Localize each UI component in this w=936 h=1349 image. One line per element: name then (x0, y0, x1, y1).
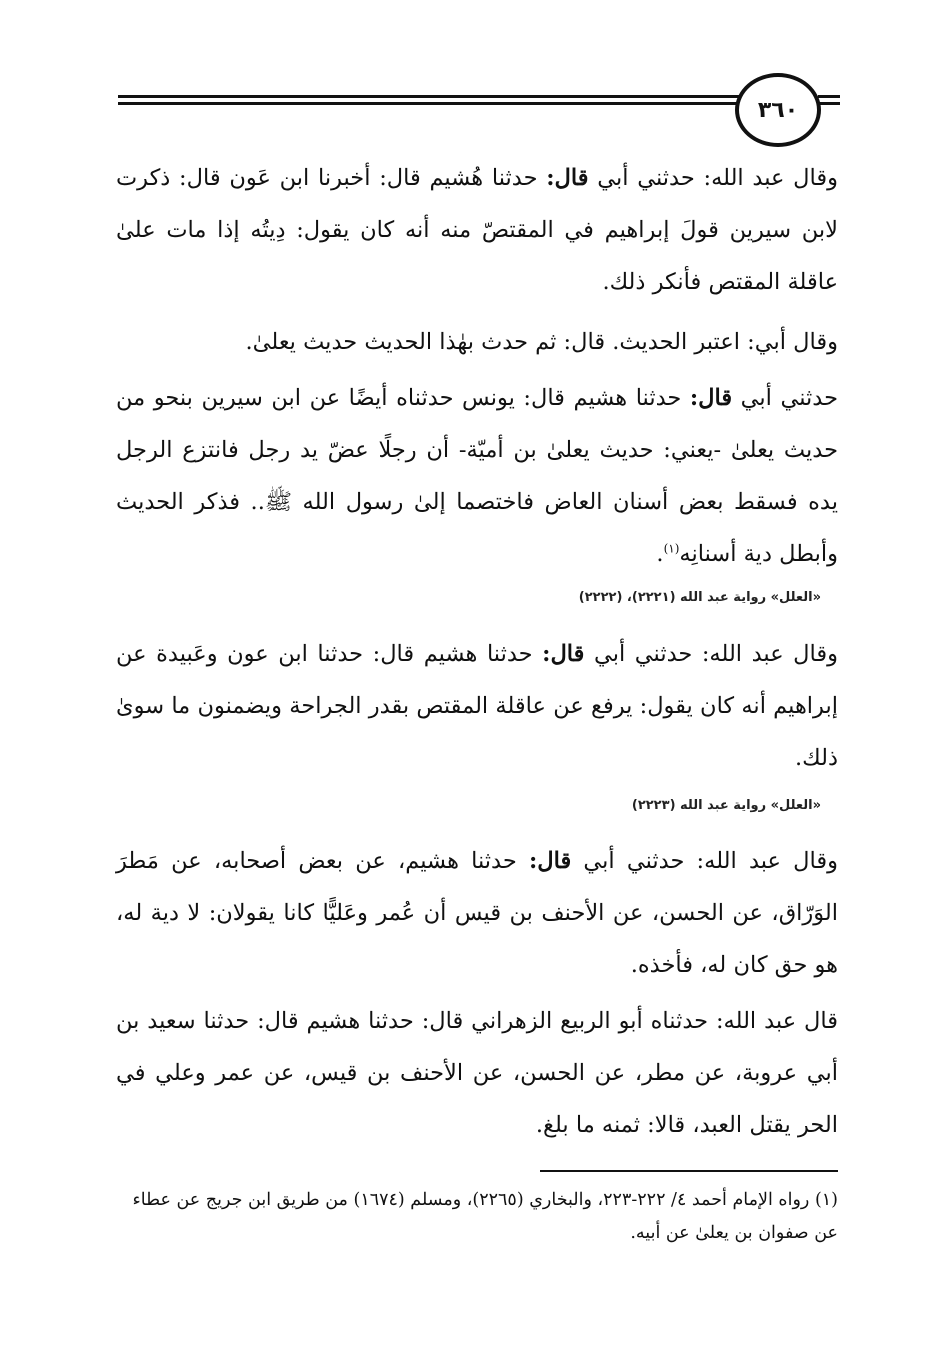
footnote-number: (١) (814, 1190, 838, 1210)
paragraph-text: وقال عبد الله: حدثني أبي (588, 165, 838, 191)
paragraph (116, 316, 838, 368)
paragraph-text: حدثنا هشيم قال: يونس حدثناه أيضًا عن ابن سيرين بنحو من حديث يعلىٰ -يعني: حديث يعلىٰ بن أميّة- أن رجلًا عضّ يد رجل فانتزع الرجل يده فسقط بعض أسنان العاض فاختصما إلىٰ رسول الله ﷺ.. فذكر الحديث وأبطل دية أسنانِه (116, 385, 838, 567)
paragraph-bold: قال: (542, 641, 585, 667)
footnote (116, 1184, 838, 1250)
source-citation: «العلل» رواية عبد الله (٢٢٢٣) (631, 798, 821, 813)
paragraph (116, 372, 838, 580)
paragraph-text: وقال عبد الله: حدثني أبي (571, 848, 838, 874)
paragraph (116, 995, 838, 1151)
text-block-2 (116, 628, 838, 784)
paragraph-bold: قال: (689, 385, 733, 411)
paragraph (116, 835, 838, 991)
footnote-text: رواه الإمام أحمد ٤/ ٢٢٢-٢٢٣، والبخاري (٢٢٦٥)، ومسلم (١٦٧٤) من طريق ابن جريج عن عطاء عن صفوان بن يعلىٰ عن أبيه. (132, 1190, 838, 1243)
footnote-ref[interactable]: (١) (663, 541, 680, 556)
paragraph-text: حدثنا هُشيم قال: أخبرنا ابن عَون قال: ذكرت لابن سيرين قولَ إبراهيم في المقتصّ منه أنه كان يقول: دِيتُه إذا مات علىٰ عاقلة المقتص فأنكر ذلك. (116, 165, 838, 295)
paragraph-bold: قال: (528, 848, 572, 874)
text-block-3 (116, 835, 838, 1151)
footnote-divider (540, 1170, 838, 1172)
header-rule (118, 92, 840, 116)
page-number: ٣٦٠ (735, 73, 821, 147)
source-citation: «العلل» رواية عبد الله (٢٢٢١)، (٢٢٢٢) (578, 590, 821, 605)
paragraph-bold: قال: (546, 165, 589, 191)
paragraph-text: حدثنا هشيم، عن بعض أصحابه، عن مَطرَ الوَرّاق، عن الحسن، عن الأحنف بن قيس أن عُمر وعَليًّا كانا يقولان: لا دية له، هو حق كان له، فأخذه. (116, 848, 838, 978)
paragraph-text: وقال أبي: اعتبر الحديث. قال: ثم حدث بهٰذا الحديث حديث يعلىٰ. (245, 329, 838, 355)
paragraph-text: حدثني أبي (732, 385, 838, 411)
paragraph (116, 628, 838, 784)
text-block-1 (116, 152, 838, 580)
paragraph-text: . (656, 541, 664, 567)
paragraph (116, 152, 838, 308)
paragraph-text: وقال عبد الله: حدثني أبي (584, 641, 838, 667)
paragraph-text: حدثنا هشيم قال: حدثنا ابن عون وعَبيدة عن إبراهيم أنه كان يقول: يرفع عن عاقلة المقتص بقدر الجراحة ويضمنون ما سوىٰ ذلك. (116, 641, 838, 771)
paragraph-text: قال عبد الله: حدثناه أبو الربيع الزهراني قال: حدثنا هشيم قال: حدثنا سعيد بن أبي عروبة، عن مطر، عن الحسن، عن الأحنف بن قيس، عن عمر وعلي في الحر يقتل العبد، قالا: ثمنه ما بلغ. (116, 1008, 838, 1138)
